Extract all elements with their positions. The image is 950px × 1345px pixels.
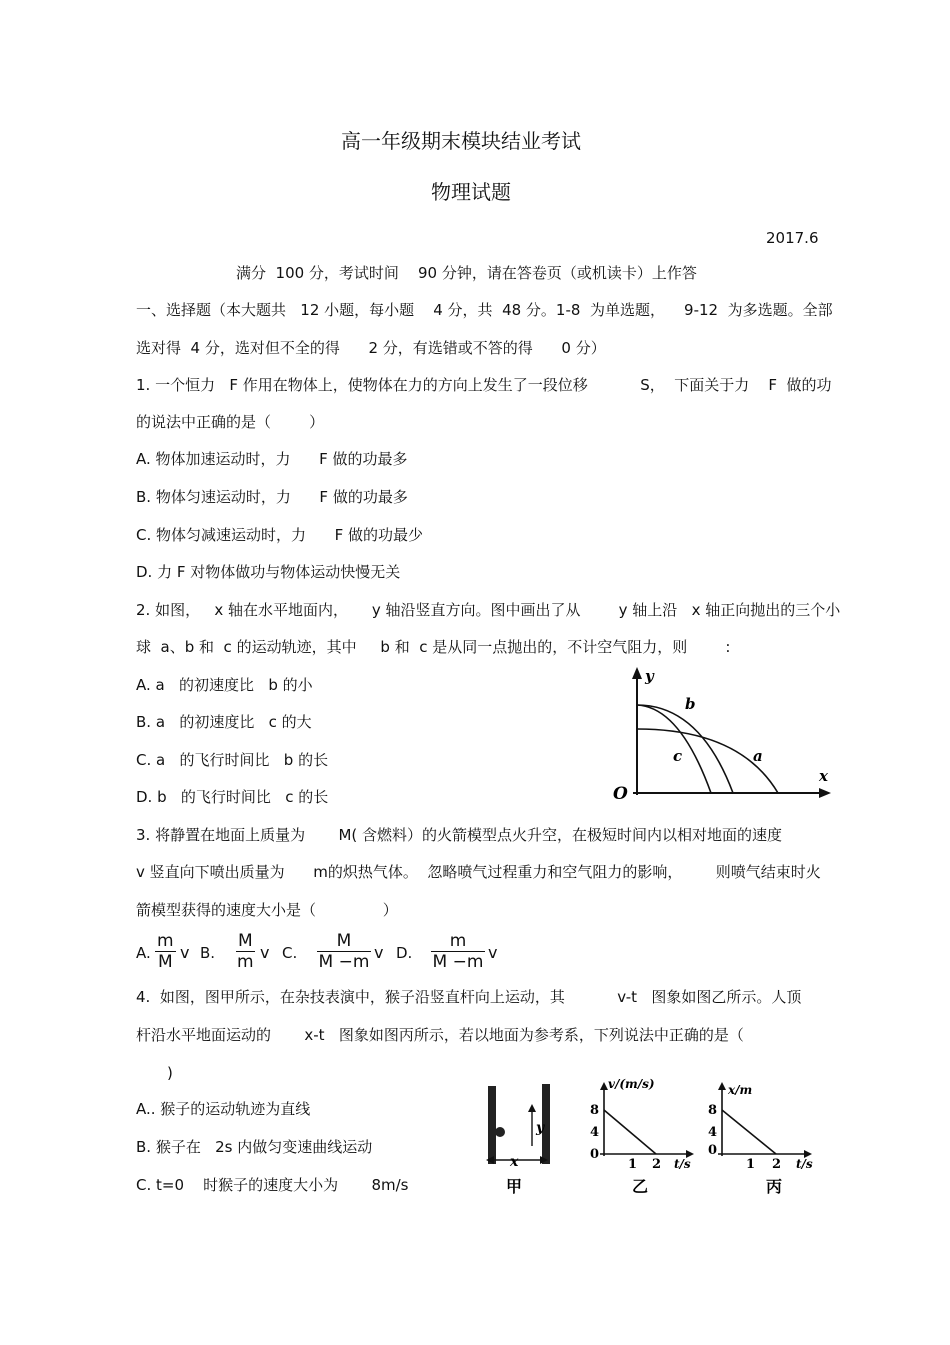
tick-1: 1 [628, 1157, 638, 1172]
q2-stem-line2: 球 a、b 和 c 的运动轨迹，其中 b 和 c 是从同一点抛出的，不计空气阻力，则 : [136, 638, 731, 656]
tick-1-bing: 1 [746, 1157, 756, 1172]
q4-stem-line2: 杆沿水平地面运动的 x-t 图象如图丙所示，若以地面为参考系，下列说法中正确的是（ [136, 1026, 744, 1044]
y-label: y [536, 1120, 545, 1136]
y-arrow-head [528, 1104, 536, 1112]
person [488, 1086, 496, 1164]
x-axis-bing-label: x/m [728, 1083, 753, 1097]
figure-yi [590, 1077, 694, 1196]
x-axis-arrow [819, 788, 831, 798]
monkey-pole-figure [480, 1076, 825, 1198]
fraction-numerator: M [317, 931, 371, 952]
fraction-denominator: M [157, 952, 173, 972]
exam-subtitle: 物理试题 [431, 180, 511, 204]
q2-stem-line1: 2. 如图， x 轴在水平地面内， y 轴沿竖直方向。图中画出了从 y 轴上沿 x 轴正向抛出的三个小 [136, 601, 841, 619]
exam-date: 2017.6 [766, 229, 819, 247]
tick-0: 0 [590, 1147, 600, 1162]
trajectory-b [637, 705, 733, 793]
instructions: 满分 100 分，考试时间 90 分钟，请在答卷页（或机读卡）上作答 [236, 264, 697, 282]
fraction-denominator: m [237, 952, 254, 972]
label-b: b [685, 695, 696, 713]
tick-4-bing: 4 [708, 1125, 718, 1140]
figure-jia-label: 甲 [506, 1177, 523, 1196]
label-c: c [673, 747, 683, 765]
fraction-numerator: m [157, 931, 174, 951]
q3-option-a-label: A. [136, 944, 151, 962]
q2-option-b: B. a 的初速度比 c 的大 [136, 713, 312, 731]
q4-stem-line1: 4. 如图，图甲所示，在杂技表演中，猴子沿竖直杆向上运动，其 v-t 图象如图乙所示。人顶 [136, 988, 802, 1006]
fraction-denominator: M −m [318, 952, 370, 972]
section1-line1: 一、选择题（本大题共 12 小题，每小题 4 分，共 48 分。1-8 为单选题， 9-12 为多选题。全部 [136, 301, 833, 319]
fraction-numerator: M [238, 931, 253, 951]
tick-2-bing: 2 [772, 1157, 782, 1172]
origin-label: O [613, 784, 628, 804]
q1-option-a: A. 物体加速运动时，力 F 做的功最多 [136, 450, 408, 468]
x-axis-label: x [819, 767, 828, 785]
q3-option-c-label: C. [282, 944, 298, 962]
q3-option-d-fraction [431, 931, 485, 972]
q3-stem-line1: 3. 将静置在地面上质量为 M( 含燃料）的火箭模型点火升空，在极短时间内以相对地面的速度 [136, 826, 783, 844]
y-axis-label: y [645, 667, 654, 685]
q4-stem-line3: ) [167, 1064, 173, 1082]
q1-option-b: B. 物体匀速运动时，力 F 做的功最多 [136, 488, 408, 506]
v-axis-arrow [600, 1082, 608, 1090]
tick-8-bing: 8 [708, 1103, 718, 1118]
v-axis-label: v/(m/s) [608, 1077, 655, 1091]
q3-option-b-fraction [236, 931, 255, 972]
q1-option-d: D. 力 F 对物体做功与物体运动快慢无关 [136, 563, 401, 581]
q3-stem-line2: v 竖直向下喷出质量为 m的炽热气体。 忽略喷气过程重力和空气阻力的影响， 则喷气结束时火 [136, 863, 821, 881]
tick-0-bing: 0 [708, 1143, 718, 1158]
x-label: x [510, 1154, 519, 1170]
q1-option-c: C. 物体匀减速运动时，力 F 做的功最少 [136, 526, 424, 544]
q4-option-b: B. 猴子在 2s 内做匀变速曲线运动 [136, 1138, 373, 1156]
q4-option-c: C. t=0 时猴子的速度大小为 8m/s [136, 1176, 409, 1194]
t-axis-bing-label: t/s [796, 1157, 813, 1171]
figure-yi-label: 乙 [632, 1177, 649, 1196]
q2-option-a: A. a 的初速度比 b 的小 [136, 676, 313, 694]
t-axis-label: t/s [674, 1157, 691, 1171]
section1-line2: 选对得 4 分，选对但不全的得 2 分，有选错或不答的得 0 分） [136, 339, 606, 357]
figure-jia [486, 1084, 550, 1196]
x-axis-bing-arrow [718, 1082, 726, 1090]
tick-4: 4 [590, 1125, 600, 1140]
q3-stem-line3: 箭模型获得的速度大小是（ ） [136, 901, 398, 919]
label-a: a [753, 747, 763, 765]
figure-bing [708, 1082, 813, 1196]
q2-option-d: D. b 的飞行时间比 c 的长 [136, 788, 329, 806]
q4-option-a: A.. 猴子的运动轨迹为直线 [136, 1100, 311, 1118]
exam-title: 高一年级期末模块结业考试 [341, 129, 581, 153]
q3-option-b-label: B. [200, 944, 216, 962]
q3-option-c-fraction [317, 931, 371, 972]
q1-stem-line2: 的说法中正确的是（ ） [136, 413, 325, 431]
tick-2: 2 [652, 1157, 662, 1172]
q3-option-d-v: v [488, 943, 498, 962]
tick-8: 8 [590, 1103, 600, 1118]
q3-option-a-fraction [155, 931, 176, 972]
vt-line [604, 1110, 656, 1154]
monkey [495, 1127, 505, 1137]
trajectory-figure [605, 665, 840, 805]
q3-option-d-label: D. [396, 944, 413, 962]
q1-stem-line1: 1. 一个恒力 F 作用在物体上，使物体在力的方向上发生了一段位移 S， 下面关于力 F 做的功 [136, 376, 832, 394]
fraction-denominator: M −m [432, 952, 484, 972]
y-axis-arrow [632, 667, 642, 679]
q3-option-c-v: v [374, 943, 384, 962]
xt-line [722, 1110, 776, 1154]
fraction-numerator: m [431, 931, 485, 952]
figure-bing-label: 丙 [766, 1177, 783, 1196]
q3-option-a-v: v [180, 943, 190, 962]
q2-option-c: C. a 的飞行时间比 b 的长 [136, 751, 329, 769]
q3-option-b-v: v [260, 943, 270, 962]
